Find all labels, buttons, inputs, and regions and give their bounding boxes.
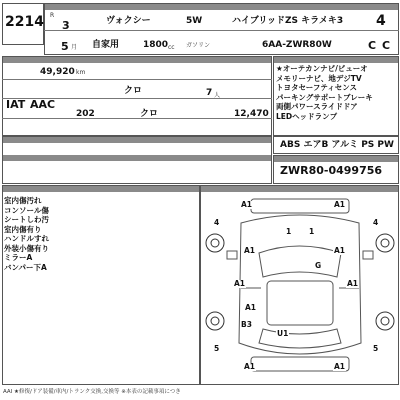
mileage: 49,920 (40, 67, 75, 77)
capacity: 7 (206, 88, 213, 98)
inspector-header-bar (3, 186, 199, 192)
capacity-unit: 人 (214, 92, 221, 99)
month-unit: 月 (71, 44, 78, 51)
diag-bumper-left: 4 (214, 218, 220, 227)
diag-rear-center: U1 (277, 329, 289, 338)
feature-item: メモリーナビ、地デジTV (276, 73, 362, 83)
diag-left-front: A1 (244, 246, 256, 255)
diag-left-rear-b: A1 (245, 303, 257, 312)
top-header-bar (45, 4, 398, 10)
year-value: 3 (62, 19, 70, 32)
exterior-score: C (382, 39, 391, 52)
feature-item: 両側パワースライドドア (276, 102, 358, 111)
note-item: 外装小傷有り (4, 243, 49, 253)
lot-number: 2214 (5, 14, 44, 30)
interior-color: クロ (140, 109, 159, 119)
notes-header-bar-2 (3, 155, 271, 161)
car-diagram (201, 193, 398, 383)
chassis-header-bar (274, 156, 398, 162)
feature-item: ★オーテカンナビ/ビューオ (276, 64, 368, 73)
note-item: コンソール傷 (4, 205, 49, 215)
feature-item: パーキングサポートブレーキ (276, 92, 373, 102)
color-code: 202 (76, 109, 95, 119)
note-item: 室内傷有り (4, 224, 42, 234)
transmission: IAT (6, 98, 26, 111)
diag-tire-rear-left: 5 (214, 344, 220, 353)
diag-front-right: A1 (334, 200, 346, 209)
features-list (276, 64, 398, 121)
diag-tire-rear-right: 5 (373, 344, 379, 353)
footer-note: AAI ★修復/ドア装備/車内/トランク交換,交換等 ※本表の記載事項につき (3, 389, 181, 395)
diag-front-left: A1 (241, 200, 253, 209)
diag-left-mid: A1 (234, 279, 246, 288)
equipment: ABS エアB アルミ PS PW (280, 140, 394, 150)
note-item: 室内傷汚れ (4, 196, 42, 205)
mileage-unit: km (76, 69, 86, 76)
diagram-header-bar (201, 186, 398, 192)
note-item: ハンドルすれ (4, 234, 49, 243)
body-color: クロ (124, 86, 143, 96)
month-value: 5 (61, 40, 69, 53)
inspector-notes (4, 196, 194, 272)
aircon: AAC (30, 98, 56, 111)
notes-header-bar (3, 137, 271, 143)
chassis-number: ZWR80-0499756 (280, 164, 383, 177)
displacement: 1800 (143, 40, 169, 50)
diag-roof-a: 1 (286, 227, 292, 236)
feature-item: LEDヘッドランプ (276, 111, 338, 121)
diag-left-rear-a: B3 (241, 320, 252, 329)
length-value: 12,470 (234, 109, 269, 119)
interior-score: C (368, 39, 377, 52)
usage: 自家用 (92, 40, 120, 50)
diag-right-front: A1 (334, 246, 346, 255)
feature-item: トヨタセーフティセンス (276, 83, 357, 92)
grade-score: 4 (376, 13, 386, 29)
displacement-unit: cc (168, 44, 175, 51)
spec-header-bar (3, 57, 271, 63)
year-era: R (50, 12, 55, 19)
fuel-type: ガソリン (186, 42, 211, 49)
note-item: ミラーA (4, 253, 33, 262)
diag-roof-b: 1 (309, 227, 315, 236)
model-code: 6AA-ZWR80W (262, 40, 332, 50)
features-header-bar (274, 57, 398, 63)
door-type: 5W (186, 16, 203, 26)
diag-bumper-right: 4 (373, 218, 379, 227)
model-name: ヴォクシー (106, 16, 151, 26)
grade-name: ハイブリッドZS キラメキ3 (232, 16, 344, 26)
note-item: バンパー下A (4, 262, 47, 272)
diag-hood: G (315, 261, 322, 270)
diag-rear-right: A1 (334, 362, 346, 371)
diag-rear-left: A1 (244, 362, 256, 371)
note-item: シートしわ汚 (4, 215, 49, 224)
diag-right-mid: A1 (347, 279, 359, 288)
